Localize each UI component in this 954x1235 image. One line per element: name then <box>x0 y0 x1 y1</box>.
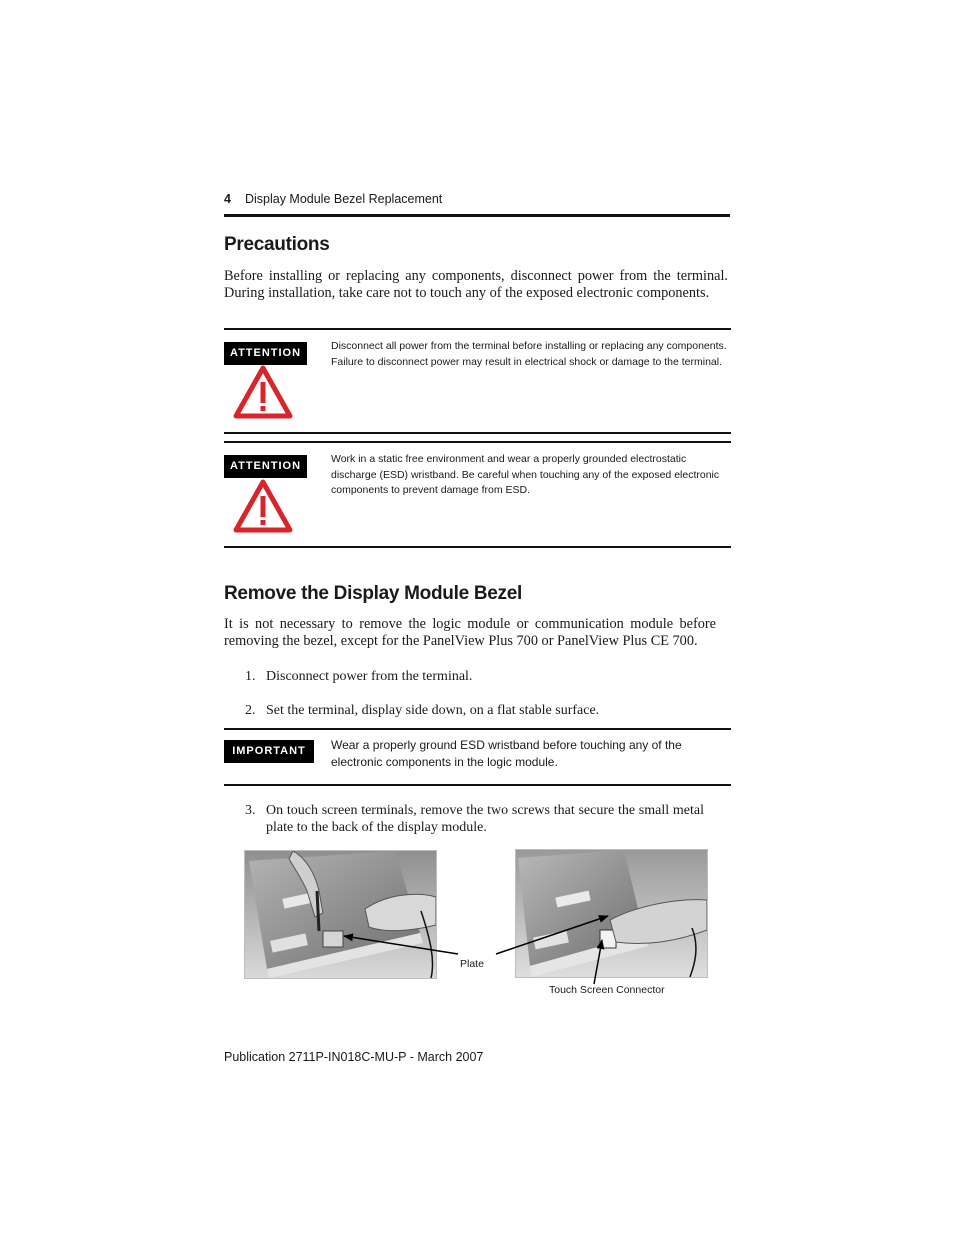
remove-bezel-heading: Remove the Display Module Bezel <box>224 583 522 604</box>
step-text: On touch screen terminals, remove the two screws that secure the small metal plate to the back of the display module. <box>266 803 704 835</box>
running-title: Display Module Bezel Replacement <box>244 192 443 206</box>
warning-triangle-icon <box>233 365 293 419</box>
running-header <box>224 192 442 206</box>
attention-2-top-rule <box>224 441 731 443</box>
attention-2-bottom-rule <box>224 546 731 548</box>
step-text: Set the terminal, display side down, on a flat stable surface. <box>266 703 600 718</box>
step-number: 2. <box>245 703 256 718</box>
attention-1-top-rule <box>224 328 731 330</box>
step-number: 1. <box>245 669 256 684</box>
important-text: Wear a properly ground ESD wristband before touching any of the electronic components in the logic module. <box>331 738 682 769</box>
publication-footer: Publication 2711P-IN018C-MU-P - March 2007 <box>224 1050 484 1064</box>
attention-2-badge: ATTENTION <box>224 455 307 478</box>
header-rule <box>224 214 730 217</box>
attention-1-text: Disconnect all power from the terminal before installing or replacing any components. Failure to disconnect power may result in electrical shock or damage to the terminal. <box>331 340 727 368</box>
step-2 <box>245 702 715 720</box>
important-badge: IMPORTANT <box>224 740 314 763</box>
step-3 <box>245 802 715 838</box>
page-number: 4 <box>224 192 231 206</box>
step-1 <box>245 668 715 686</box>
step-number: 3. <box>245 803 256 818</box>
important-bottom-rule <box>224 784 731 786</box>
step-text: Disconnect power from the terminal. <box>266 669 473 684</box>
plate-label: Plate <box>460 958 484 970</box>
attention-1-bottom-rule <box>224 432 731 434</box>
connector-label: Touch Screen Connector <box>549 984 665 996</box>
remove-bezel-intro: It is not necessary to remove the logic module or communication module before removing the bezel, except for the PanelView Plus 700 or PanelView Plus CE 700. <box>224 616 716 649</box>
precautions-intro: Before installing or replacing any components, disconnect power from the terminal. During installation, take care not to touch any of the exposed electronic components. <box>224 268 728 301</box>
attention-1-badge: ATTENTION <box>224 342 307 365</box>
warning-triangle-icon <box>233 479 293 533</box>
important-top-rule <box>224 728 731 730</box>
precautions-heading: Precautions <box>224 234 330 255</box>
attention-2-text: Work in a static free environment and wear a properly grounded electrostatic discharge (ESD) wristband. Be careful when touching any of the exposed electronic components to prevent damage from ESD. <box>331 453 720 496</box>
